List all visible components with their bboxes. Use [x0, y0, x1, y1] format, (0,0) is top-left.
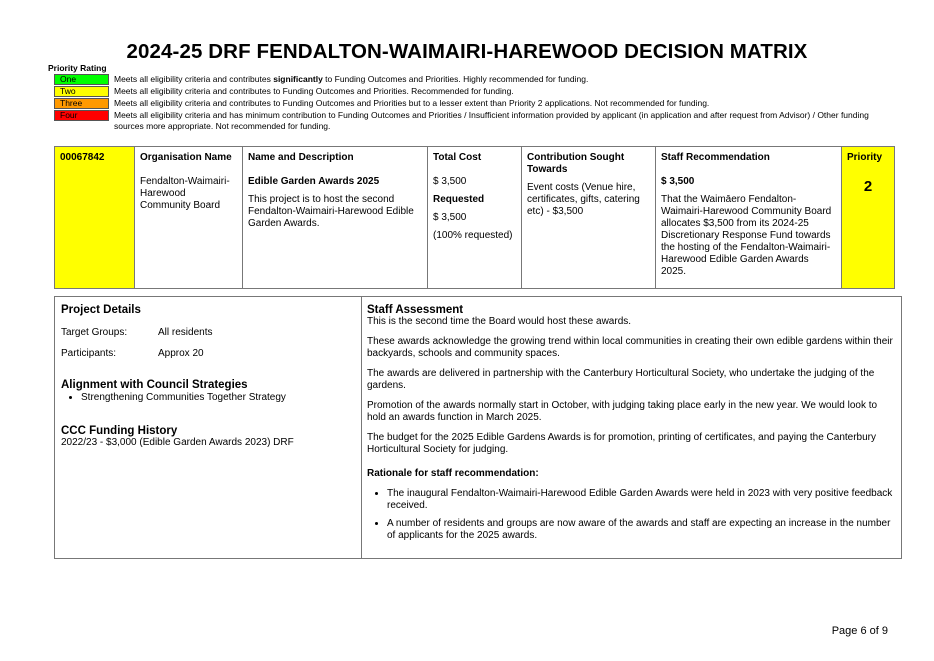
rationale-item: • A number of residents and groups are now aware of the awards and staff are expecting an increase in the number of applicants for the 2025 awards.	[387, 518, 897, 542]
priority-four-text: Meets all eligibility criteria and has minimum contribution to Funding Outcomes and Priorities / Insufficient information provided by applicant (in application and after request from Advisor) / Other funding sources more appropriate. Not recommended for funding.	[114, 110, 869, 131]
staff-recommendation-text: That the Waimāero Fendalton-Waimairi-Harewood Community Board allocates $3,500 from its 2024-25 Discretionary Response Fund towards the hosting of the Fendalton-Waimairi-Harewood Edible Garden Awards 2025.	[661, 194, 832, 277]
total-cost: $ 3,500	[433, 176, 467, 187]
priority-one-swatch: One	[54, 74, 109, 85]
column-divider	[361, 297, 362, 558]
participants-label: Participants:	[61, 348, 117, 359]
application-summary-table	[54, 146, 895, 289]
priority-two-swatch: Two	[54, 86, 109, 97]
organisation-cell	[135, 147, 243, 289]
name-description-header: Name and Description	[248, 152, 354, 163]
organisation-name: Fendalton-Waimairi-Harewood Community Board	[140, 176, 230, 211]
participants-value: Approx 20	[158, 348, 204, 359]
project-details-heading: Project Details	[61, 304, 141, 316]
priority-legend-row	[54, 86, 884, 97]
application-id: 00067842	[60, 152, 105, 163]
priority-cell	[842, 147, 895, 289]
priority-header: Priority	[847, 152, 883, 163]
project-details-panel	[61, 304, 353, 448]
priority-legend-row	[54, 98, 884, 109]
alignment-list	[61, 392, 353, 403]
rationale-list	[367, 488, 897, 542]
target-groups-label: Target Groups:	[61, 327, 128, 338]
priority-legend-row	[54, 74, 884, 85]
rationale-heading: Rationale for staff recommendation:	[367, 468, 539, 479]
priority-two-text: Meets all eligibility criteria and contributes to Funding Outcomes and Priorities. Recommended for funding.	[114, 86, 514, 96]
alignment-heading: Alignment with Council Strategies	[61, 379, 248, 391]
priority-four-swatch: Four	[54, 110, 109, 121]
participants-row	[61, 348, 353, 359]
requested-amount: $ 3,500	[433, 212, 467, 223]
staff-assessment-panel	[367, 304, 897, 548]
priority-rating-legend	[54, 74, 884, 133]
funding-history-heading: CCC Funding History	[61, 425, 178, 437]
assessment-paragraph: These awards acknowledge the growing trend within local communities in creating their own edible gardens within their backyards, schools and community spaces.	[367, 336, 893, 359]
priority-three-swatch: Three	[54, 98, 109, 109]
target-groups-row	[61, 327, 353, 338]
total-cost-cell	[428, 147, 522, 289]
assessment-paragraph: The budget for the 2025 Edible Gardens Awards is for promotion, printing of certificates, and paying the Canterbury Horticultural Society for judging.	[367, 432, 876, 455]
contribution-text: Event costs (Venue hire, certificates, gifts, catering etc) - $3,500	[527, 182, 640, 217]
priority-rating-heading: Priority Rating	[48, 63, 107, 73]
priority-one-text: Meets all eligibility criteria and contributes significantly to Funding Outcomes and Priorities. Highly recommended for funding.	[114, 74, 589, 84]
organisation-header: Organisation Name	[140, 152, 232, 163]
contribution-header: Contribution Sought Towards	[527, 152, 625, 175]
target-groups-value: All residents	[158, 327, 213, 338]
staff-recommendation-header: Staff Recommendation	[661, 152, 770, 163]
application-id-cell	[55, 147, 135, 289]
assessment-paragraph: This is the second time the Board would host these awards.	[367, 316, 632, 327]
total-cost-header: Total Cost	[433, 152, 482, 163]
assessment-paragraph: Promotion of the awards normally start in October, with judging taking place early in the new year. We would look to hold an awards function in March 2025.	[367, 400, 878, 423]
staff-recommendation-cell	[656, 147, 842, 289]
alignment-item: • Strengthening Communities Together Strategy	[81, 392, 353, 403]
name-description-cell	[243, 147, 428, 289]
requested-label: Requested	[433, 194, 485, 205]
details-assessment-box	[54, 296, 902, 559]
project-description: This project is to host the second Fendalton-Waimairi-Harewood Edible Garden Awards.	[248, 194, 414, 229]
requested-percent: (100% requested)	[433, 230, 513, 241]
page-number: Page 6 of 9	[831, 625, 888, 637]
priority-three-text: Meets all eligibility criteria and contributes to Funding Outcomes and Priorities but to a lesser extent than Priority 2 applications. Not recommended for funding.	[114, 98, 710, 108]
contribution-cell	[522, 147, 656, 289]
page-title: 2024-25 DRF FENDALTON-WAIMAIRI-HAREWOOD DECISION MATRIX	[126, 40, 808, 63]
project-name: Edible Garden Awards 2025	[248, 176, 380, 187]
assessment-paragraph: The awards are delivered in partnership with the Canterbury Horticultural Society, who undertake the judging of the gardens.	[367, 368, 875, 391]
rationale-item: • The inaugural Fendalton-Waimairi-Harewood Edible Garden Awards were held in 2023 with very positive feedback received.	[387, 488, 897, 512]
recommended-amount: $ 3,500	[661, 176, 695, 187]
priority-legend-row	[54, 110, 884, 132]
funding-history-text: 2022/23 - $3,000 (Edible Garden Awards 2023) DRF	[61, 437, 294, 448]
staff-assessment-heading: Staff Assessment	[367, 304, 464, 316]
priority-value: 2	[863, 178, 873, 195]
